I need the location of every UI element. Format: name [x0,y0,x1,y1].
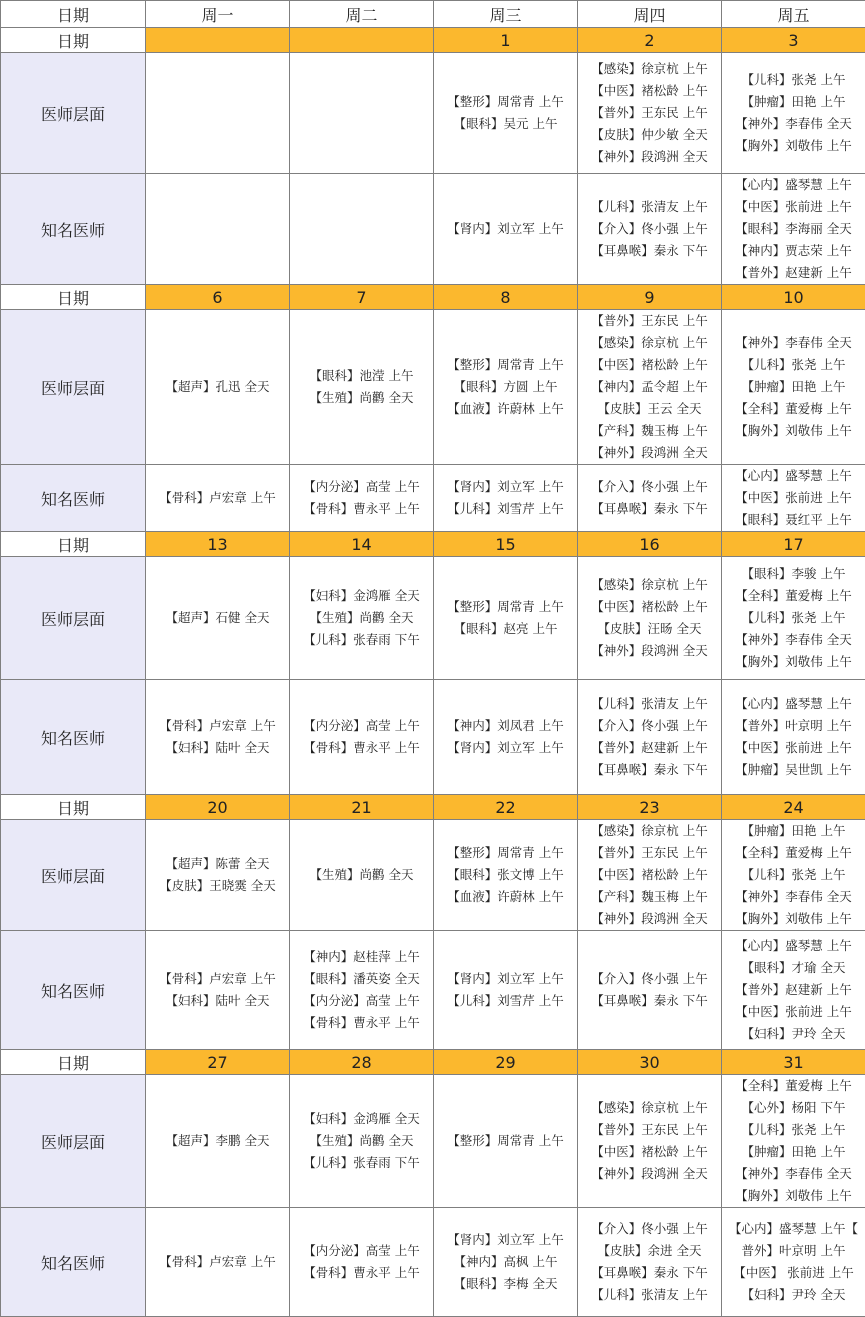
header-day-thu: 周四 [578,1,722,28]
doctor-entry: 【胸外】刘敬伟 上午 [722,651,865,673]
doctor-entry: 【中医】褚松龄 上午 [578,354,721,376]
date-cell: 21 [290,795,434,820]
doctor-entry: 【耳鼻喉】秦永 下午 [578,498,721,520]
doctor-entry: 【心外】杨阳 下午 [722,1097,865,1119]
header-day-tue: 周二 [290,1,434,28]
doctor-entry: 【儿科】张尧 上午 [722,354,865,376]
doctor-entry: 【感染】徐京杭 上午 [578,574,721,596]
schedule-cell [290,820,434,931]
doctor-entry: 【内分泌】高莹 上午 [290,1240,433,1262]
header-day-fri: 周五 [722,1,865,28]
doctor-entry: 【全科】董爱梅 上午 [722,398,865,420]
schedule-cell [434,1075,578,1208]
schedule-cell [146,1075,290,1208]
doctor-entry: 【骨科】卢宏章 上午 [146,487,289,509]
doctor-entry: 【中医】褚松龄 上午 [578,864,721,886]
doctor-entry: 【肿瘤】田艳 上午 [722,1141,865,1163]
schedule-cell [722,1208,865,1317]
date-cell: 7 [290,285,434,310]
doctor-entry: 【心内】盛琴慧 上午 [722,693,865,715]
level-row-label: 医师层面 [1,53,146,174]
level-row [1,1075,865,1208]
date-cell [290,28,434,53]
doctor-entry: 【中医】张前进 上午 [722,737,865,759]
doctor-entry: 【介入】佟小强 上午 [578,1218,721,1240]
doctor-entry: 【胸外】刘敬伟 上午 [722,135,865,157]
doctor-entry: 【眼科】吴元 上午 [434,113,577,135]
schedule-cell [434,310,578,465]
doctor-entry: 【眼科】李梅 全天 [434,1273,577,1295]
doctor-entry: 【皮肤】王云 全天 [578,398,721,420]
doctor-entry: 【皮肤】王晓霙 全天 [146,875,289,897]
doctor-entry: 【生殖】尚鹳 全天 [290,607,433,629]
doctor-entry: 【妇科】金鸿雁 全天 [290,585,433,607]
schedule-cell [146,174,290,285]
date-cell: 27 [146,1050,290,1075]
doctor-entry: 【儿科】张尧 上午 [722,864,865,886]
schedule-cell [146,310,290,465]
doctor-entry: 【神外】段鸿洲 全天 [578,640,721,662]
doctor-entry: 【中医】 张前进 上午 [722,1262,865,1284]
schedule-cell [290,174,434,285]
level-row-label: 医师层面 [1,310,146,465]
schedule-cell [434,174,578,285]
doctor-entry: 【神外】段鸿洲 全天 [578,1163,721,1185]
doctor-entry: 【耳鼻喉】秦永 下午 [578,1262,721,1284]
doctor-entry: 【整形】周常青 上午 [434,842,577,864]
doctor-entry: 【骨科】曹永平 上午 [290,1012,433,1034]
doctor-entry: 【儿科】张尧 上午 [722,1119,865,1141]
doctor-entry: 【心内】盛琴慧 上午 [722,465,865,487]
schedule-cell [146,53,290,174]
date-cell: 17 [722,532,865,557]
schedule-cell [578,174,722,285]
date-cell: 31 [722,1050,865,1075]
schedule-cell [290,931,434,1050]
famous-row [1,1208,865,1317]
doctor-entry: 【生殖】尚鹳 全天 [290,1130,433,1152]
level-row-label: 医师层面 [1,1075,146,1208]
doctor-entry: 【神内】孟令超 上午 [578,376,721,398]
doctor-entry: 【神外】段鸿洲 全天 [578,146,721,168]
doctor-entry: 【血液】许蔚林 上午 [434,886,577,908]
doctor-entry: 【整形】周常青 上午 [434,354,577,376]
date-cell: 20 [146,795,290,820]
schedule-cell [578,1075,722,1208]
schedule-cell [290,557,434,680]
header-day-wed: 周三 [434,1,578,28]
schedule-cell [290,1075,434,1208]
schedule-cell [146,1208,290,1317]
famous-row-label: 知名医师 [1,680,146,795]
schedule-cell [578,931,722,1050]
schedule-cell [434,465,578,532]
doctor-entry: 【感染】徐京杭 上午 [578,1097,721,1119]
date-cell: 28 [290,1050,434,1075]
famous-row-label: 知名医师 [1,931,146,1050]
schedule-cell [578,557,722,680]
doctor-entry: 【全科】董爱梅 上午 [722,585,865,607]
famous-row [1,680,865,795]
date-row [1,532,865,557]
doctor-entry: 【心内】盛琴慧 上午 [722,935,865,957]
date-cell: 15 [434,532,578,557]
level-row [1,557,865,680]
doctor-entry: 【儿科】张尧 上午 [722,69,865,91]
famous-row-label: 知名医师 [1,465,146,532]
schedule-cell [578,820,722,931]
doctor-entry: 【生殖】尚鹳 全天 [290,387,433,409]
doctor-entry: 【产科】魏玉梅 上午 [578,886,721,908]
doctor-entry: 【肾内】刘立军 上午 [434,476,577,498]
famous-row [1,174,865,285]
doctor-entry: 【皮肤】余进 全天 [578,1240,721,1262]
doctor-entry: 【骨科】曹永平 上午 [290,498,433,520]
date-cell: 13 [146,532,290,557]
doctor-entry: 【儿科】张春雨 下午 [290,629,433,651]
doctor-entry: 【普外】叶京明 上午 [722,715,865,737]
date-row [1,795,865,820]
doctor-entry: 【儿科】刘雪芹 上午 [434,498,577,520]
famous-row [1,465,865,532]
schedule-cell [434,820,578,931]
doctor-entry: 【妇科】陆叶 全天 [146,737,289,759]
schedule-cell [722,53,865,174]
doctor-entry: 【骨科】卢宏章 上午 [146,968,289,990]
doctor-entry: 【骨科】卢宏章 上午 [146,715,289,737]
schedule-cell [722,557,865,680]
doctor-entry: 【肾内】刘立军 上午 [434,218,577,240]
date-row-label: 日期 [1,28,146,53]
doctor-entry: 【介入】佟小强 上午 [578,218,721,240]
doctor-entry: 【骨科】曹永平 上午 [290,737,433,759]
doctor-entry: 【儿科】刘雪芹 上午 [434,990,577,1012]
doctor-entry: 【介入】佟小强 上午 [578,715,721,737]
doctor-entry: 【神内】赵桂萍 上午 [290,946,433,968]
date-cell: 3 [722,28,865,53]
schedule-cell [722,174,865,285]
date-row [1,1050,865,1075]
doctor-entry: 【胸外】刘敬伟 上午 [722,908,865,930]
date-row-label: 日期 [1,285,146,310]
doctor-entry: 【妇科】金鸿雁 全天 [290,1108,433,1130]
schedule-cell [290,310,434,465]
schedule-cell [290,1208,434,1317]
schedule-cell [722,931,865,1050]
doctor-entry: 【骨科】曹永平 上午 [290,1262,433,1284]
doctor-entry: 【整形】周常青 上午 [434,596,577,618]
date-row-label: 日期 [1,532,146,557]
doctor-entry: 【介入】佟小强 上午 [578,968,721,990]
date-cell: 1 [434,28,578,53]
doctor-entry: 【耳鼻喉】秦永 下午 [578,990,721,1012]
level-row [1,820,865,931]
doctor-entry: 【内分泌】高莹 上午 [290,990,433,1012]
doctor-entry: 【中医】张前进 上午 [722,196,865,218]
doctor-entry: 【整形】周常青 上午 [434,1130,577,1152]
famous-row [1,931,865,1050]
doctor-entry: 【普外】王东民 上午 [578,842,721,864]
schedule-cell [146,820,290,931]
doctor-entry: 【耳鼻喉】秦永 下午 [578,240,721,262]
doctor-entry: 【神外】李春伟 全天 [722,886,865,908]
date-row [1,285,865,310]
doctor-entry: 【血液】许蔚林 上午 [434,398,577,420]
doctor-entry: 【儿科】张尧 上午 [722,607,865,629]
doctor-entry: 普外】叶京明 上午 [722,1240,865,1262]
doctor-entry: 【生殖】尚鹳 全天 [290,864,433,886]
doctor-entry: 【肾内】刘立军 上午 [434,968,577,990]
doctor-entry: 【普外】王东民 上午 [578,1119,721,1141]
famous-row-label: 知名医师 [1,1208,146,1317]
schedule-cell [434,680,578,795]
schedule-cell [434,931,578,1050]
schedule-cell [722,310,865,465]
schedule-cell [290,53,434,174]
doctor-entry: 【肾内】刘立军 上午 [434,1229,577,1251]
header-day-mon: 周一 [146,1,290,28]
date-cell: 30 [578,1050,722,1075]
date-cell: 14 [290,532,434,557]
level-row [1,53,865,174]
doctor-entry: 【产科】魏玉梅 上午 [578,420,721,442]
doctor-entry: 【中医】张前进 上午 [722,1001,865,1023]
doctor-entry: 【眼科】方圆 上午 [434,376,577,398]
schedule-cell [578,465,722,532]
date-cell: 23 [578,795,722,820]
doctor-entry: 【肿瘤】田艳 上午 [722,820,865,842]
schedule-cell [578,310,722,465]
doctor-entry: 【超声】陈蕾 全天 [146,853,289,875]
date-row-label: 日期 [1,1050,146,1075]
doctor-entry: 【眼科】张文博 上午 [434,864,577,886]
doctor-entry: 【普外】王东民 上午 [578,310,721,332]
doctor-entry: 【心内】盛琴慧 上午 [722,174,865,196]
doctor-entry: 【神外】段鸿洲 全天 [578,908,721,930]
schedule-cell [722,820,865,931]
schedule-cell [434,1208,578,1317]
doctor-entry: 【儿科】张春雨 下午 [290,1152,433,1174]
doctor-entry: 【儿科】张清友 上午 [578,693,721,715]
schedule-cell [146,557,290,680]
schedule-cell [434,557,578,680]
doctor-entry: 【神外】段鸿洲 全天 [578,442,721,464]
date-cell: 10 [722,285,865,310]
doctor-entry: 【肿瘤】吴世凯 上午 [722,759,865,781]
schedule-cell [290,465,434,532]
doctor-entry: 【神外】李春伟 全天 [722,629,865,651]
schedule-cell [434,53,578,174]
schedule-cell [722,1075,865,1208]
schedule-cell [578,1208,722,1317]
date-cell [146,28,290,53]
doctor-entry: 【神内】刘凤君 上午 [434,715,577,737]
doctor-entry: 【介入】佟小强 上午 [578,476,721,498]
level-row-label: 医师层面 [1,557,146,680]
doctor-entry: 【骨科】卢宏章 上午 [146,1251,289,1273]
doctor-entry: 【中医】褚松龄 上午 [578,1141,721,1163]
doctor-entry: 【心内】盛琴慧 上午【 [722,1218,865,1240]
doctor-entry: 【全科】董爱梅 上午 [722,1075,865,1097]
doctor-entry: 【内分泌】高莹 上午 [290,476,433,498]
doctor-entry: 【眼科】赵亮 上午 [434,618,577,640]
date-row-label: 日期 [1,795,146,820]
doctor-entry: 【感染】徐京杭 上午 [578,820,721,842]
doctor-entry: 【妇科】陆叶 全天 [146,990,289,1012]
doctor-entry: 【胸外】刘敬伟 上午 [722,420,865,442]
doctor-entry: 【妇科】尹玲 全天 [722,1284,865,1306]
doctor-entry: 【耳鼻喉】秦永 下午 [578,759,721,781]
doctor-entry: 【普外】赵建新 上午 [722,979,865,1001]
doctor-entry: 【儿科】张清友 上午 [578,196,721,218]
doctor-entry: 【胸外】刘敬伟 上午 [722,1185,865,1207]
date-cell: 24 [722,795,865,820]
doctor-entry: 【普外】王东民 上午 [578,102,721,124]
level-row-label: 医师层面 [1,820,146,931]
schedule-cell [290,680,434,795]
doctor-entry: 【眼科】李海丽 全天 [722,218,865,240]
doctor-entry: 【整形】周常青 上午 [434,91,577,113]
doctor-entry: 【皮肤】汪旸 全天 [578,618,721,640]
doctor-entry: 【皮肤】仲少敏 全天 [578,124,721,146]
doctor-entry: 【神外】李春伟 全天 [722,332,865,354]
date-cell: 6 [146,285,290,310]
famous-row-label: 知名医师 [1,174,146,285]
schedule-cell [146,680,290,795]
header-date-label: 日期 [1,1,146,28]
schedule-cell [578,680,722,795]
doctor-entry: 【眼科】才瑜 全天 [722,957,865,979]
doctor-entry: 【感染】徐京杭 上午 [578,332,721,354]
doctor-entry: 【神内】高枫 上午 [434,1251,577,1273]
date-cell: 22 [434,795,578,820]
doctor-entry: 【儿科】张清友 上午 [578,1284,721,1306]
header-row [1,1,865,28]
doctor-entry: 【妇科】尹玲 全天 [722,1023,865,1045]
doctor-entry: 【超声】孔迅 全天 [146,376,289,398]
doctor-entry: 【神外】李春伟 全天 [722,113,865,135]
schedule-cell [146,931,290,1050]
doctor-entry: 【中医】褚松龄 上午 [578,80,721,102]
date-row [1,28,865,53]
schedule-cell [722,680,865,795]
doctor-entry: 【肿瘤】田艳 上午 [722,91,865,113]
date-cell: 2 [578,28,722,53]
doctor-entry: 【眼科】聂红平 上午 [722,509,865,531]
date-cell: 16 [578,532,722,557]
doctor-entry: 【中医】张前进 上午 [722,487,865,509]
doctor-entry: 【超声】石健 全天 [146,607,289,629]
doctor-entry: 【眼科】池滢 上午 [290,365,433,387]
doctor-entry: 【超声】李鹏 全天 [146,1130,289,1152]
level-row [1,310,865,465]
doctor-entry: 【肿瘤】田艳 上午 [722,376,865,398]
schedule-cell [578,53,722,174]
doctor-entry: 【神外】李春伟 全天 [722,1163,865,1185]
date-cell: 29 [434,1050,578,1075]
date-cell: 9 [578,285,722,310]
doctor-entry: 【全科】董爱梅 上午 [722,842,865,864]
doctor-entry: 【肾内】刘立军 上午 [434,737,577,759]
doctor-entry: 【感染】徐京杭 上午 [578,58,721,80]
doctor-entry: 【神内】贾志荣 上午 [722,240,865,262]
schedule-cell [146,465,290,532]
doctor-entry: 【普外】赵建新 上午 [578,737,721,759]
schedule-body [1,1,865,1317]
doctor-entry: 【内分泌】高莹 上午 [290,715,433,737]
doctor-entry: 【中医】褚松龄 上午 [578,596,721,618]
doctor-entry: 【眼科】潘英姿 全天 [290,968,433,990]
date-cell: 8 [434,285,578,310]
doctor-entry: 【普外】赵建新 上午 [722,262,865,284]
doctor-entry: 【眼科】李骏 上午 [722,563,865,585]
schedule-cell [722,465,865,532]
